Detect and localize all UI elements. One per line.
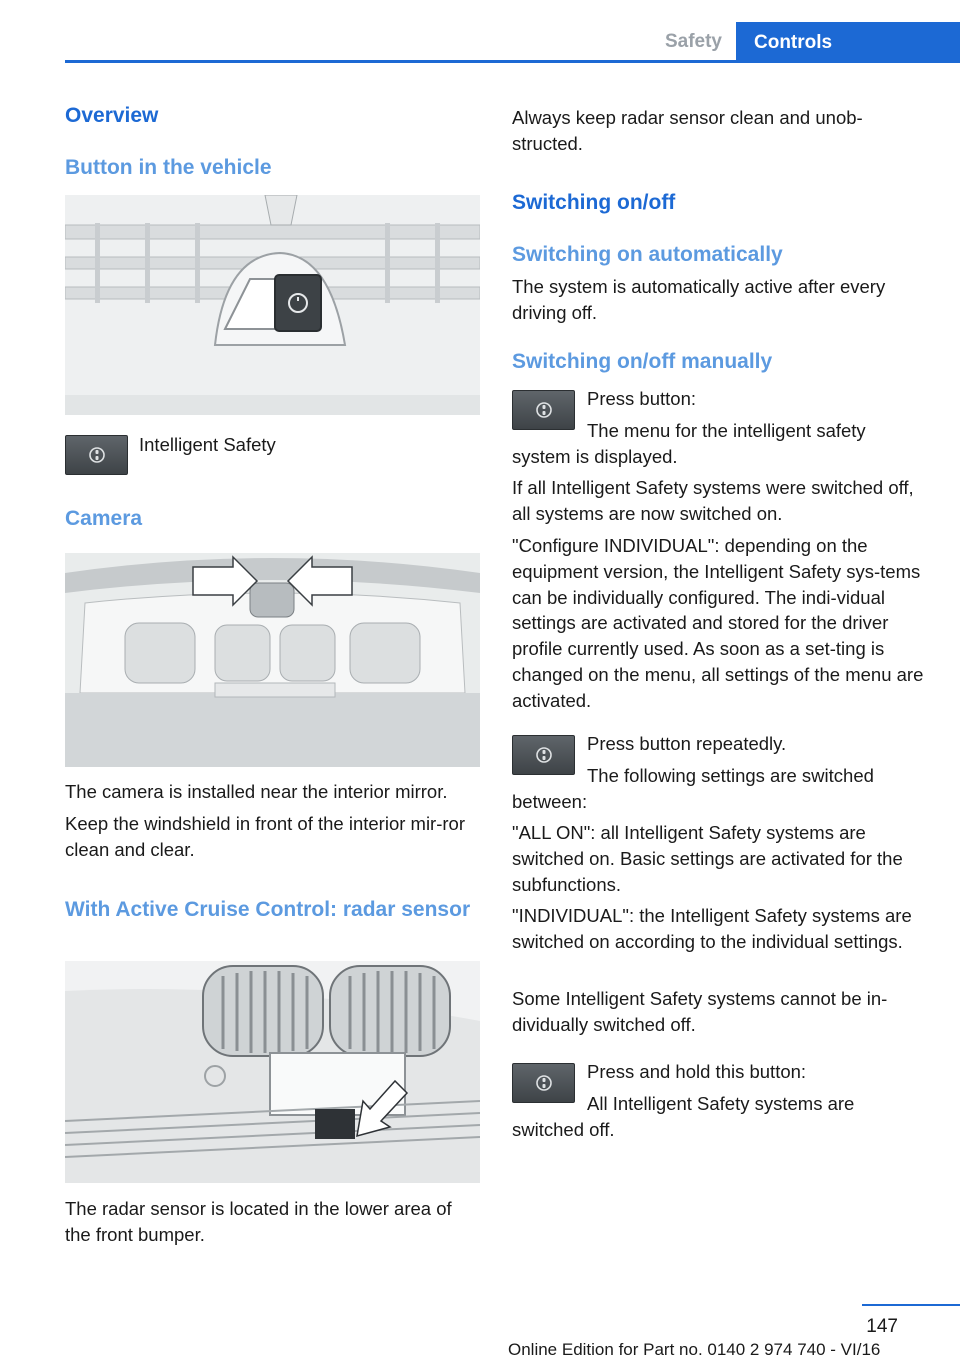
figure-radar-sensor (65, 961, 480, 1183)
camera-keep-clear-text: Keep the windshield in front of the interior mir-ror clean and clear. (65, 813, 465, 860)
header-tab-controls[interactable]: Controls (736, 22, 960, 63)
figure-button-in-vehicle (65, 195, 480, 415)
all-on-text: "ALL ON": all Intelligent Safety systems are switched on. Basic settings are activated for the subfunctions. (512, 822, 903, 895)
radar-keep-clean-text: Always keep radar sensor clean and unob-structed. (512, 107, 863, 154)
heading-switching-auto: Switching on automatically (512, 243, 783, 266)
header-rule (65, 60, 960, 63)
heading-button-in-vehicle: Button in the vehicle (65, 156, 272, 179)
following-settings-text: The following settings are switched between: (512, 765, 874, 812)
individual-text: "INDIVIDUAL": the Intelligent Safety systems are switched on according to the individual settings. (512, 905, 912, 952)
section-title-switching: Switching on/off (512, 191, 676, 214)
camera-installed-text: The camera is installed near the interior mirror. (65, 781, 448, 802)
figure-camera (65, 553, 480, 767)
footer-rule (862, 1304, 960, 1306)
press-button-text: Press button: (587, 388, 697, 409)
heading-radar-sensor: With Active Cruise Control: radar sensor (65, 898, 471, 921)
menu-displayed-text: The menu for the intelligent safety system is displayed. (512, 420, 866, 467)
section-title-overview: Overview (65, 104, 159, 127)
header-tab-safety[interactable]: Safety (664, 31, 722, 52)
intelligent-safety-button-icon (65, 435, 128, 475)
auto-active-text: The system is automatically active after every driving off. (512, 276, 886, 323)
heading-switching-manual: Switching on/off manually (512, 350, 773, 373)
button-label: Intelligent Safety (139, 434, 276, 455)
heading-camera: Camera (65, 507, 143, 530)
if-all-off-text: If all Intelligent Safety systems were switched off, all systems are now switched on. (512, 477, 914, 524)
configure-individual-text: "Configure INDIVIDUAL": depending on the equipment version, the Intelligent Safety sys-tems can be individually configured. The indi-vidual settings are activated and stored for the driver profile currently used. As soon as a set-ting is changed on the menu, all settings of the menu are activated. (512, 535, 924, 711)
press-hold-text: Press and hold this button: (587, 1061, 807, 1082)
radar-location-text: The radar sensor is located in the lower area of the front bumper. (65, 1198, 452, 1245)
page-number: 147 (866, 1316, 898, 1337)
edition-text: Online Edition for Part no. 0140 2 974 740 - VI/16 (508, 1340, 881, 1359)
all-off-text: All Intelligent Safety systems are switched off. (512, 1093, 855, 1140)
press-repeatedly-text: Press button repeatedly. (587, 733, 787, 754)
some-cannot-text: Some Intelligent Safety systems cannot be in-dividually switched off. (512, 988, 888, 1035)
page-header (0, 0, 960, 64)
